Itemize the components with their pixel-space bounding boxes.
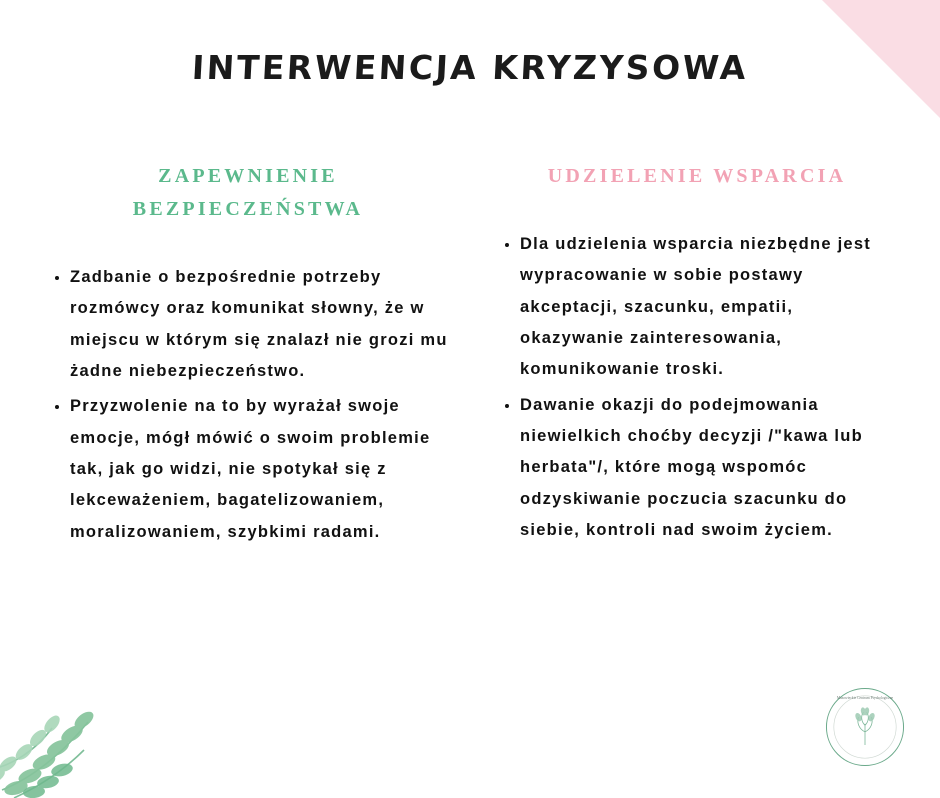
list-item: • Przyzwolenie na to by wyrażał swoje emocje, mógł mówić o swoim problemie tak, jak go widzi, nie spotykał się z lekceważeniem, bagatelizowaniem, moralizowaniem, szybkimi radami. [70,391,452,548]
leaf-branch-icon [0,658,182,798]
column-support [470,160,940,552]
column-safety [0,160,470,552]
column-safety-list [44,262,452,548]
page-title: INTERWENCJA KRYZYSOWA [190,48,750,87]
list-item: • Dla udzielenia wsparcia niezbędne jest wypracowanie w sobie postawy akceptacji, szacunku, empatii, okazywanie zainteresowania, komunikowanie troski. [520,229,900,386]
company-logo-icon [824,686,906,768]
column-support-list [494,229,900,546]
content-columns [0,160,940,552]
list-item: • Zadbanie o bezpośrednie potrzeby rozmówcy oraz komunikat słowny, że w miejscu w którym się znalazł nie grozi mu żadne niebezpieczeństwo. [70,262,452,387]
column-support-heading: UDZIELENIE WSPARCIA [547,165,847,187]
list-item: • Dawanie okazji do podejmowania niewielkich choćby decyzji /"kawa lub herbata"/, które mogą wspomóc odzyskiwanie poczucia szacunku do siebie, kontroli nad swoim życiem. [520,390,900,547]
column-safety-heading: ZAPEWNIENIE BEZPIECZEŃSTWA [132,165,364,220]
logo-caption: Mazowieckie Centrum Psychologiczne [836,696,894,701]
